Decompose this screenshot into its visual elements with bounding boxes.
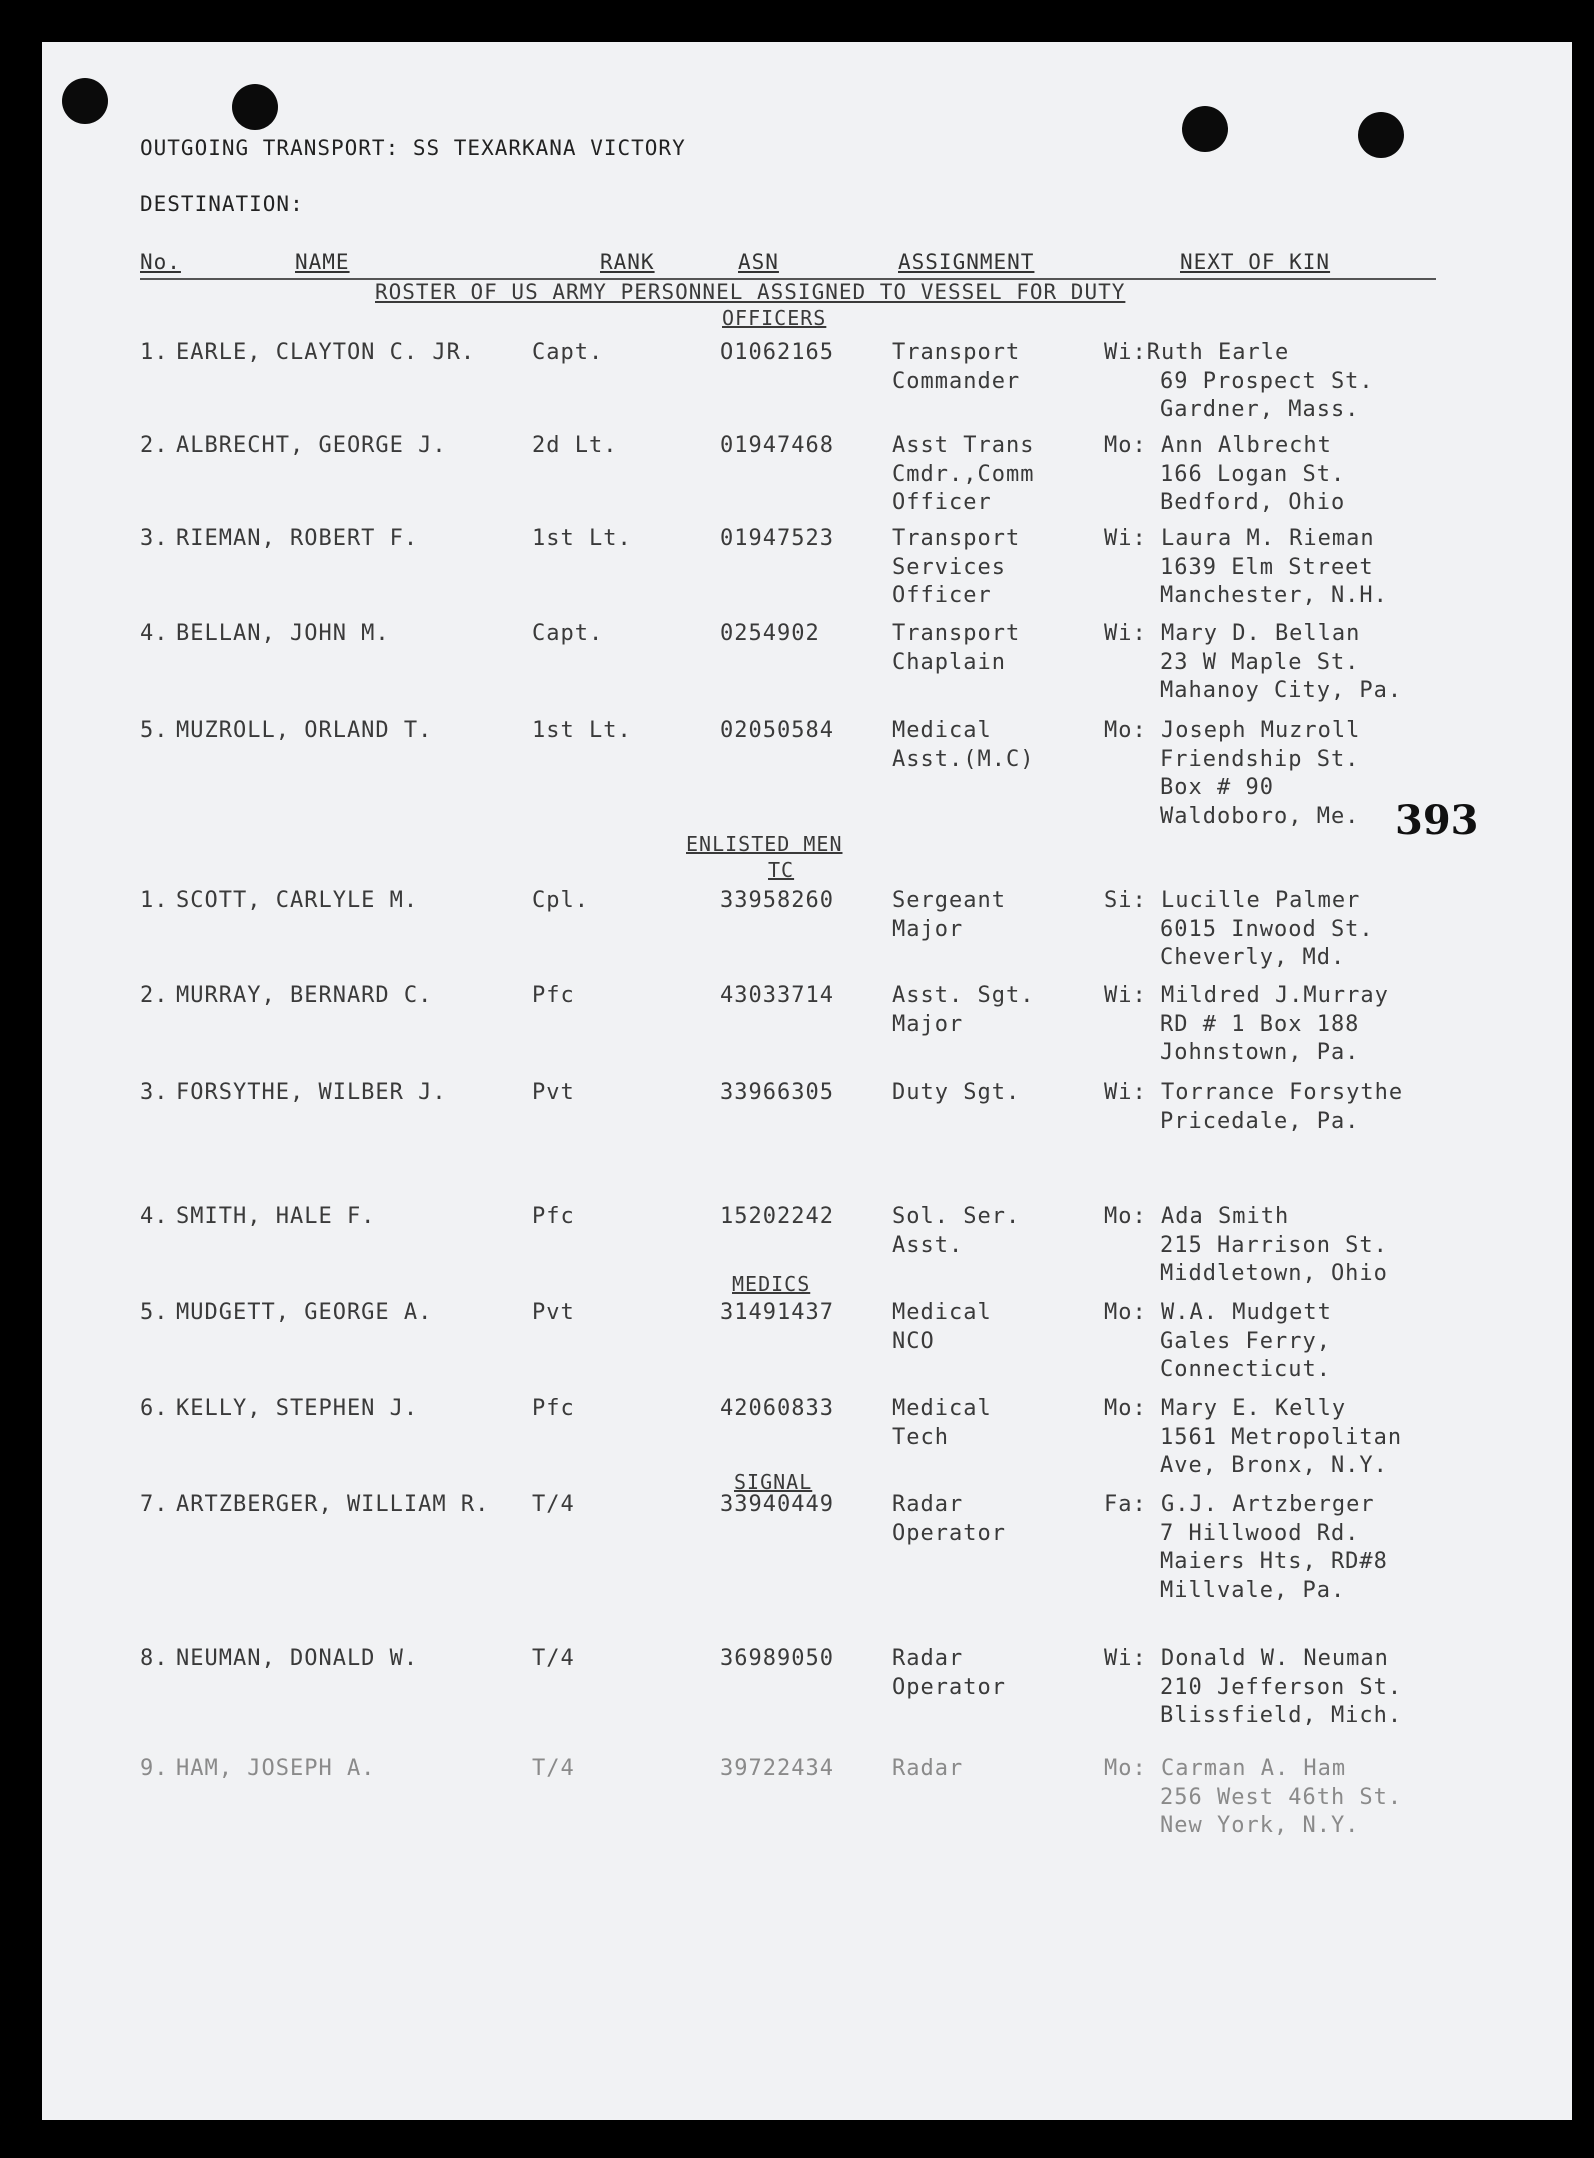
- col-no: No.: [140, 250, 181, 274]
- row-kin-line: Wi: Laura M. Rieman: [1104, 526, 1375, 551]
- row-kin-line: RD # 1 Box 188: [1160, 1011, 1360, 1037]
- row-kin-line: Waldoboro, Me.: [1160, 803, 1360, 829]
- row-kin-line: Bedford, Ohio: [1160, 490, 1346, 515]
- row-kin-line: Mo: Joseph Muzroll: [1104, 718, 1361, 743]
- row-rank: 1st Lt.: [532, 526, 632, 551]
- row-kin-line: Manchester, N.H.: [1160, 583, 1388, 608]
- row-kin-line: Mo: Carman A. Ham: [1104, 1756, 1347, 1781]
- row-assignment-line: Major: [892, 1011, 964, 1037]
- row-kin-line: 215 Harrison St.: [1160, 1232, 1388, 1258]
- row-kin-line: 7 Hillwood Rd.: [1160, 1520, 1360, 1546]
- row-rank: Capt.: [532, 340, 604, 365]
- row-name: MUZROLL, ORLAND T.: [176, 718, 433, 743]
- transport-heading: OUTGOING TRANSPORT: SS TEXARKANA VICTORY: [140, 136, 686, 160]
- row-kin-line: Wi:Ruth Earle: [1104, 340, 1290, 365]
- row-number: 9.: [140, 1756, 169, 1781]
- row-kin-line: Mahanoy City, Pa.: [1160, 678, 1403, 703]
- row-rank: Pfc: [532, 1204, 575, 1229]
- row-rank: T/4: [532, 1756, 575, 1781]
- row-name: ARTZBERGER, WILLIAM R.: [176, 1492, 490, 1517]
- section-enlisted: ENLISTED MEN: [686, 832, 843, 856]
- row-assignment-line: Operator: [892, 1520, 1006, 1546]
- row-assignment-line: Major: [892, 916, 964, 942]
- row-asn: 31491437: [720, 1300, 834, 1325]
- row-kin-line: New York, N.Y.: [1160, 1813, 1360, 1838]
- row-name: BELLAN, JOHN M.: [176, 621, 390, 646]
- punch-hole: [1182, 106, 1228, 152]
- row-kin-line: Box # 90: [1160, 775, 1274, 800]
- row-assignment-line: Radar: [892, 1646, 964, 1671]
- col-rank: RANK: [600, 250, 655, 274]
- row-kin-line: Wi: Mary D. Bellan: [1104, 621, 1361, 646]
- row-rank: 1st Lt.: [532, 718, 632, 743]
- row-asn: 15202242: [720, 1204, 834, 1229]
- section-tc: TC: [768, 858, 795, 882]
- row-rank: T/4: [532, 1646, 575, 1671]
- row-assignment-line: Medical: [892, 718, 992, 743]
- row-kin-line: Pricedale, Pa.: [1160, 1108, 1360, 1134]
- row-kin-line: 69 Prospect St.: [1160, 368, 1374, 394]
- row-assignment-line: Asst.(M.C): [892, 746, 1035, 772]
- row-number: 1.: [140, 888, 169, 913]
- col-next-of-kin: NEXT OF KIN: [1180, 250, 1331, 274]
- row-assignment-line: Transport: [892, 526, 1021, 551]
- row-rank: Pvt: [532, 1080, 575, 1105]
- punch-hole: [1358, 112, 1404, 158]
- row-kin-line: Friendship St.: [1160, 746, 1360, 772]
- row-assignment-line: Tech: [892, 1424, 949, 1450]
- row-kin-line: Johnstown, Pa.: [1160, 1040, 1360, 1065]
- row-kin-line: Mo: Ada Smith: [1104, 1204, 1290, 1229]
- row-asn: 43033714: [720, 983, 834, 1008]
- row-assignment-line: Asst.: [892, 1232, 964, 1258]
- row-number: 2.: [140, 433, 169, 458]
- row-rank: 2d Lt.: [532, 433, 618, 458]
- section-officers: OFFICERS: [722, 306, 827, 330]
- row-number: 8.: [140, 1646, 169, 1671]
- row-kin-line: 6015 Inwood St.: [1160, 916, 1374, 942]
- roster-title: ROSTER OF US ARMY PERSONNEL ASSIGNED TO VESSEL FOR DUTY: [375, 280, 1126, 304]
- row-kin-line: 23 W Maple St.: [1160, 649, 1360, 675]
- section-signal: SIGNAL: [734, 1470, 813, 1494]
- row-kin-line: Millvale, Pa.: [1160, 1577, 1346, 1603]
- row-name: HAM, JOSEPH A.: [176, 1756, 376, 1781]
- row-asn: 33940449: [720, 1492, 834, 1517]
- row-kin-line: Wi: Donald W. Neuman: [1104, 1646, 1389, 1671]
- row-name: KELLY, STEPHEN J.: [176, 1396, 419, 1421]
- row-name: SCOTT, CARLYLE M.: [176, 888, 419, 913]
- page-number: 393: [1395, 797, 1479, 844]
- row-number: 5.: [140, 718, 169, 743]
- row-assignment-line: Radar: [892, 1756, 964, 1781]
- row-assignment-line: Officer: [892, 583, 992, 608]
- row-asn: 36989050: [720, 1646, 834, 1671]
- row-assignment-line: Transport: [892, 621, 1021, 646]
- row-kin-line: Wi: Torrance Forsythe: [1104, 1080, 1404, 1105]
- col-assignment: ASSIGNMENT: [898, 250, 1035, 274]
- row-assignment-line: Operator: [892, 1674, 1006, 1700]
- row-asn: 0254902: [720, 621, 820, 646]
- row-rank: T/4: [532, 1492, 575, 1517]
- row-asn: 01947468: [720, 433, 834, 458]
- row-asn: 02050584: [720, 718, 834, 743]
- row-kin-line: Wi: Mildred J.Murray: [1104, 983, 1389, 1008]
- row-number: 3.: [140, 1080, 169, 1105]
- row-assignment-line: NCO: [892, 1328, 935, 1354]
- col-name: NAME: [295, 250, 350, 274]
- row-asn: 01947523: [720, 526, 834, 551]
- punch-hole: [232, 84, 278, 130]
- row-assignment-line: Transport: [892, 340, 1021, 365]
- row-assignment-line: Cmdr.,Comm: [892, 461, 1035, 487]
- row-kin-line: 1561 Metropolitan: [1160, 1424, 1403, 1450]
- row-asn: 42060833: [720, 1396, 834, 1421]
- row-number: 7.: [140, 1492, 169, 1517]
- row-assignment-line: Asst. Sgt.: [892, 983, 1035, 1008]
- row-assignment-line: Duty Sgt.: [892, 1080, 1021, 1105]
- row-rank: Pfc: [532, 1396, 575, 1421]
- row-rank: Pfc: [532, 983, 575, 1008]
- section-medics: MEDICS: [732, 1272, 811, 1296]
- row-name: EARLE, CLAYTON C. JR.: [176, 340, 476, 365]
- row-assignment-line: Radar: [892, 1492, 964, 1517]
- row-name: NEUMAN, DONALD W.: [176, 1646, 419, 1671]
- row-number: 5.: [140, 1300, 169, 1325]
- row-kin-line: 256 West 46th St.: [1160, 1784, 1403, 1810]
- row-kin-line: 1639 Elm Street: [1160, 554, 1374, 580]
- row-assignment-line: Commander: [892, 368, 1021, 394]
- punch-hole: [62, 78, 108, 124]
- row-assignment-line: Medical: [892, 1396, 992, 1421]
- row-number: 4.: [140, 621, 169, 646]
- row-name: FORSYTHE, WILBER J.: [176, 1080, 447, 1105]
- row-number: 1.: [140, 340, 169, 365]
- col-asn: ASN: [738, 250, 779, 274]
- row-kin-line: Cheverly, Md.: [1160, 945, 1346, 970]
- row-assignment-line: Officer: [892, 490, 992, 515]
- row-rank: Pvt: [532, 1300, 575, 1325]
- row-assignment-line: Asst Trans: [892, 433, 1035, 458]
- row-kin-line: Gardner, Mass.: [1160, 397, 1360, 422]
- row-number: 3.: [140, 526, 169, 551]
- row-asn: 33966305: [720, 1080, 834, 1105]
- row-kin-line: Mo: Mary E. Kelly: [1104, 1396, 1347, 1421]
- row-kin-line: 210 Jefferson St.: [1160, 1674, 1403, 1700]
- row-number: 6.: [140, 1396, 169, 1421]
- row-kin-line: Middletown, Ohio: [1160, 1261, 1388, 1286]
- row-kin-line: Connecticut.: [1160, 1357, 1331, 1382]
- row-kin-line: Fa: G.J. Artzberger: [1104, 1492, 1375, 1517]
- row-kin-line: Blissfield, Mich.: [1160, 1703, 1403, 1728]
- row-kin-line: Ave, Bronx, N.Y.: [1160, 1453, 1388, 1478]
- row-kin-line: Gales Ferry,: [1160, 1328, 1331, 1354]
- row-asn: O1062165: [720, 340, 834, 365]
- destination-label: DESTINATION:: [140, 192, 304, 216]
- row-name: MURRAY, BERNARD C.: [176, 983, 433, 1008]
- row-asn: 33958260: [720, 888, 834, 913]
- row-rank: Capt.: [532, 621, 604, 646]
- row-assignment-line: Chaplain: [892, 649, 1006, 675]
- row-kin-line: Mo: Ann Albrecht: [1104, 433, 1332, 458]
- row-asn: 39722434: [720, 1756, 834, 1781]
- row-assignment-line: Services: [892, 554, 1006, 580]
- row-assignment-line: Sol. Ser.: [892, 1204, 1021, 1229]
- row-name: RIEMAN, ROBERT F.: [176, 526, 419, 551]
- row-kin-line: Mo: W.A. Mudgett: [1104, 1300, 1332, 1325]
- row-kin-line: Maiers Hts, RD#8: [1160, 1549, 1388, 1574]
- row-number: 4.: [140, 1204, 169, 1229]
- row-kin-line: Si: Lucille Palmer: [1104, 888, 1361, 913]
- row-kin-line: 166 Logan St.: [1160, 461, 1346, 487]
- row-number: 2.: [140, 983, 169, 1008]
- row-rank: Cpl.: [532, 888, 589, 913]
- row-assignment-line: Sergeant: [892, 888, 1006, 913]
- row-assignment-line: Medical: [892, 1300, 992, 1325]
- row-name: ALBRECHT, GEORGE J.: [176, 433, 447, 458]
- row-name: SMITH, HALE F.: [176, 1204, 376, 1229]
- row-name: MUDGETT, GEORGE A.: [176, 1300, 433, 1325]
